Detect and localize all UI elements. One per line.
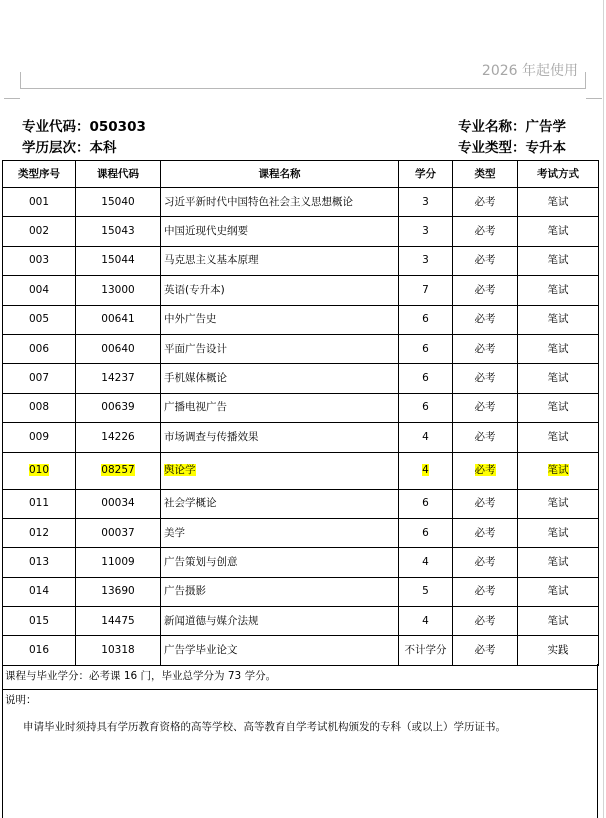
cell-exam-method [518,217,599,246]
cell-text: 4 [422,464,429,477]
cell-text: 13690 [101,585,135,598]
cell-course-code [76,423,161,452]
cell-seq [3,577,76,606]
major-type-value: 专升本 [525,140,566,156]
cell-course-name [161,577,399,606]
course-table [2,160,599,666]
cell-text: 必考 [474,342,496,355]
page-edge-line [603,0,604,818]
table-row [3,364,599,393]
credit-summary: 课程与毕业学分：必考课 16 门，毕业总学分为 73 学分。 [2,664,598,690]
cell-type [453,334,518,363]
cell-text: 15044 [101,254,135,267]
cell-text: 广告学毕业论文 [164,644,238,657]
cell-type [453,305,518,334]
crop-mark-right-vertical [585,72,586,88]
cell-credit [399,188,453,217]
table-row [3,276,599,305]
table-row [3,246,599,275]
cell-course-name [161,276,399,305]
cell-credit [399,246,453,275]
cell-text: 4 [422,555,429,568]
cell-text: 舆论学 [164,464,196,477]
cell-type [453,518,518,547]
cell-exam-method [518,334,599,363]
cell-text: 016 [28,644,50,657]
cell-text: 笔试 [547,614,569,627]
header-seq: 类型序号 [3,161,76,188]
cell-type [453,548,518,577]
cell-course-name [161,518,399,547]
cell-course-name [161,636,399,665]
cell-text: 6 [422,313,429,326]
notes-box [2,690,598,818]
cell-type [453,577,518,606]
cell-text: 14475 [101,614,135,627]
cell-type [453,607,518,636]
cell-text: 笔试 [547,430,569,443]
table-row [3,334,599,363]
header-course-code: 课程代码 [76,161,161,188]
cell-text: 广播电视广告 [164,401,227,414]
cell-course-name [161,452,399,489]
cell-text: 007 [28,372,50,385]
cell-text: 必考 [474,464,496,477]
cell-seq [3,246,76,275]
cell-credit [399,305,453,334]
cell-text: 014 [28,585,50,598]
cell-course-name [161,305,399,334]
cell-course-name [161,548,399,577]
cell-credit [399,364,453,393]
cell-text: 社会学概论 [164,497,217,510]
table-header-row [3,161,599,188]
cell-credit [399,607,453,636]
table-row [3,305,599,334]
cell-credit [399,548,453,577]
cell-text: 广告策划与创意 [164,555,238,568]
cell-text: 必考 [474,526,496,539]
cell-text: 15040 [101,195,135,208]
cell-text: 5 [422,585,429,598]
cell-text: 笔试 [547,555,569,568]
cell-course-name [161,423,399,452]
cell-text: 必考 [474,555,496,568]
cell-text: 00641 [101,313,135,326]
cell-type [453,452,518,489]
cell-text: 必考 [474,254,496,267]
cell-text: 008 [28,401,50,414]
cell-seq [3,548,76,577]
cell-course-code [76,607,161,636]
effective-year-note: 2026 年起使用 [481,63,578,79]
cell-type [453,188,518,217]
table-row [3,188,599,217]
cell-seq [3,636,76,665]
cell-text: 6 [422,401,429,414]
cell-credit [399,636,453,665]
cell-text: 必考 [474,401,496,414]
cell-text: 001 [28,195,50,208]
header-credit: 学分 [399,161,453,188]
cell-seq [3,518,76,547]
cell-course-code [76,217,161,246]
table-row [3,607,599,636]
cell-text: 015 [28,614,50,627]
cell-text: 012 [28,526,50,539]
cell-type [453,423,518,452]
cell-credit [399,276,453,305]
cell-text: 必考 [474,372,496,385]
table-row [3,393,599,422]
cell-text: 新闻道德与媒介法规 [164,614,259,627]
cell-text: 005 [28,313,50,326]
cell-exam-method [518,364,599,393]
cell-exam-method [518,276,599,305]
cell-course-name [161,364,399,393]
crop-mark-left-horizontal [4,98,20,99]
cell-seq [3,393,76,422]
cell-text: 3 [422,254,429,267]
cell-seq [3,452,76,489]
cell-text: 010 [28,464,50,477]
cell-text: 013 [28,555,50,568]
cell-course-code [76,305,161,334]
cell-text: 7 [422,283,429,296]
cell-text: 不计学分 [404,644,447,657]
cell-course-code [76,276,161,305]
header-exam-method: 考试方式 [518,161,599,188]
cell-text: 必考 [474,195,496,208]
cell-text: 4 [422,430,429,443]
crop-mark-left-vertical [20,72,21,88]
cell-credit [399,577,453,606]
cell-seq [3,423,76,452]
cell-exam-method [518,423,599,452]
education-level-value: 本科 [89,140,117,156]
cell-credit [399,518,453,547]
major-name-label: 专业名称： [458,119,526,135]
cell-seq [3,276,76,305]
cell-course-code [76,548,161,577]
cell-credit [399,489,453,518]
cell-seq [3,334,76,363]
cell-text: 笔试 [547,372,569,385]
cell-text: 市场调查与传播效果 [164,430,259,443]
cell-type [453,489,518,518]
cell-credit [399,334,453,363]
cell-course-name [161,334,399,363]
cell-text: 14237 [101,372,135,385]
education-level [22,140,117,157]
notes-item: 申请毕业时须持具有学历教育资格的高等学校、高等教育自学考试机构颁发的专科（或以上）学历证书。 [23,721,506,733]
cell-exam-method [518,452,599,489]
cell-text: 必考 [474,430,496,443]
cell-type [453,364,518,393]
cell-text: 笔试 [547,283,569,296]
cell-credit [399,423,453,452]
header-type: 类型 [453,161,518,188]
cell-text: 08257 [101,464,135,477]
cell-exam-method [518,577,599,606]
cell-text: 15043 [101,225,135,238]
cell-course-name [161,217,399,246]
cell-course-name [161,393,399,422]
cell-text: 实践 [547,644,569,657]
cell-type [453,276,518,305]
cell-seq [3,188,76,217]
cell-text: 笔试 [547,225,569,238]
cell-text: 必考 [474,497,496,510]
cell-text: 英语(专升本) [164,283,225,296]
cell-exam-method [518,305,599,334]
cell-text: 13000 [101,283,135,296]
cell-course-code [76,452,161,489]
cell-text: 002 [28,225,50,238]
cell-seq [3,364,76,393]
cell-text: 3 [422,225,429,238]
cell-course-name [161,246,399,275]
cell-type [453,217,518,246]
table-row [3,518,599,547]
cell-exam-method [518,518,599,547]
cell-text: 006 [28,342,50,355]
cell-exam-method [518,246,599,275]
cell-text: 009 [28,430,50,443]
cell-text: 3 [422,195,429,208]
cell-credit [399,217,453,246]
cell-course-code [76,518,161,547]
cell-credit [399,452,453,489]
crop-mark-right-horizontal [586,98,602,99]
cell-text: 笔试 [547,195,569,208]
cell-seq [3,607,76,636]
cell-seq [3,305,76,334]
major-code [22,119,146,136]
cell-text: 00640 [101,342,135,355]
major-name-value: 广告学 [525,119,566,135]
cell-text: 中外广告史 [164,313,217,326]
cell-course-name [161,489,399,518]
cell-text: 00034 [101,497,135,510]
header-course-name: 课程名称 [161,161,399,188]
cell-course-code [76,577,161,606]
table-row [3,636,599,665]
header-rule [20,88,586,89]
cell-text: 必考 [474,283,496,296]
table-row [3,423,599,452]
cell-type [453,393,518,422]
cell-text: 必考 [474,644,496,657]
cell-text: 必考 [474,614,496,627]
cell-text: 4 [422,614,429,627]
cell-text: 00639 [101,401,135,414]
cell-text: 笔试 [547,313,569,326]
major-code-value: 050303 [89,119,146,135]
cell-course-code [76,188,161,217]
cell-text: 6 [422,372,429,385]
cell-type [453,246,518,275]
cell-text: 习近平新时代中国特色社会主义思想概论 [164,195,353,208]
cell-exam-method [518,607,599,636]
cell-text: 6 [422,497,429,510]
cell-text: 必考 [474,225,496,238]
cell-text: 中国近现代史纲要 [164,225,248,238]
cell-text: 00037 [101,526,135,539]
cell-text: 笔试 [547,585,569,598]
cell-course-name [161,188,399,217]
table-row [3,217,599,246]
cell-text: 003 [28,254,50,267]
cell-credit [399,393,453,422]
cell-text: 6 [422,526,429,539]
cell-exam-method [518,489,599,518]
cell-text: 10318 [101,644,135,657]
cell-exam-method [518,636,599,665]
cell-course-code [76,636,161,665]
cell-text: 平面广告设计 [164,342,227,355]
cell-course-code [76,393,161,422]
cell-text: 笔试 [547,401,569,414]
cell-text: 笔试 [547,342,569,355]
major-type [458,140,566,157]
table-row [3,548,599,577]
cell-text: 11009 [101,555,135,568]
cell-course-code [76,334,161,363]
cell-course-code [76,489,161,518]
cell-text: 笔试 [547,464,569,477]
cell-text: 必考 [474,585,496,598]
cell-course-code [76,364,161,393]
cell-course-name [161,607,399,636]
cell-exam-method [518,548,599,577]
cell-seq [3,217,76,246]
education-level-label: 学历层次： [22,140,90,156]
table-row [3,489,599,518]
table-row [3,452,599,489]
cell-text: 笔试 [547,254,569,267]
cell-text: 美学 [164,526,185,539]
cell-text: 必考 [474,313,496,326]
cell-text: 广告摄影 [164,585,206,598]
cell-text: 14226 [101,430,135,443]
cell-course-code [76,246,161,275]
cell-text: 手机媒体概论 [164,372,227,385]
cell-text: 6 [422,342,429,355]
cell-exam-method [518,188,599,217]
cell-text: 011 [28,497,50,510]
cell-text: 笔试 [547,497,569,510]
cell-type [453,636,518,665]
cell-text: 004 [28,283,50,296]
notes-label: 说明： [5,694,37,706]
major-name [458,119,566,136]
cell-text: 马克思主义基本原理 [164,254,259,267]
cell-text: 笔试 [547,526,569,539]
cell-exam-method [518,393,599,422]
major-type-label: 专业类型： [458,140,526,156]
cell-seq [3,489,76,518]
table-row [3,577,599,606]
major-code-label: 专业代码： [22,119,90,135]
